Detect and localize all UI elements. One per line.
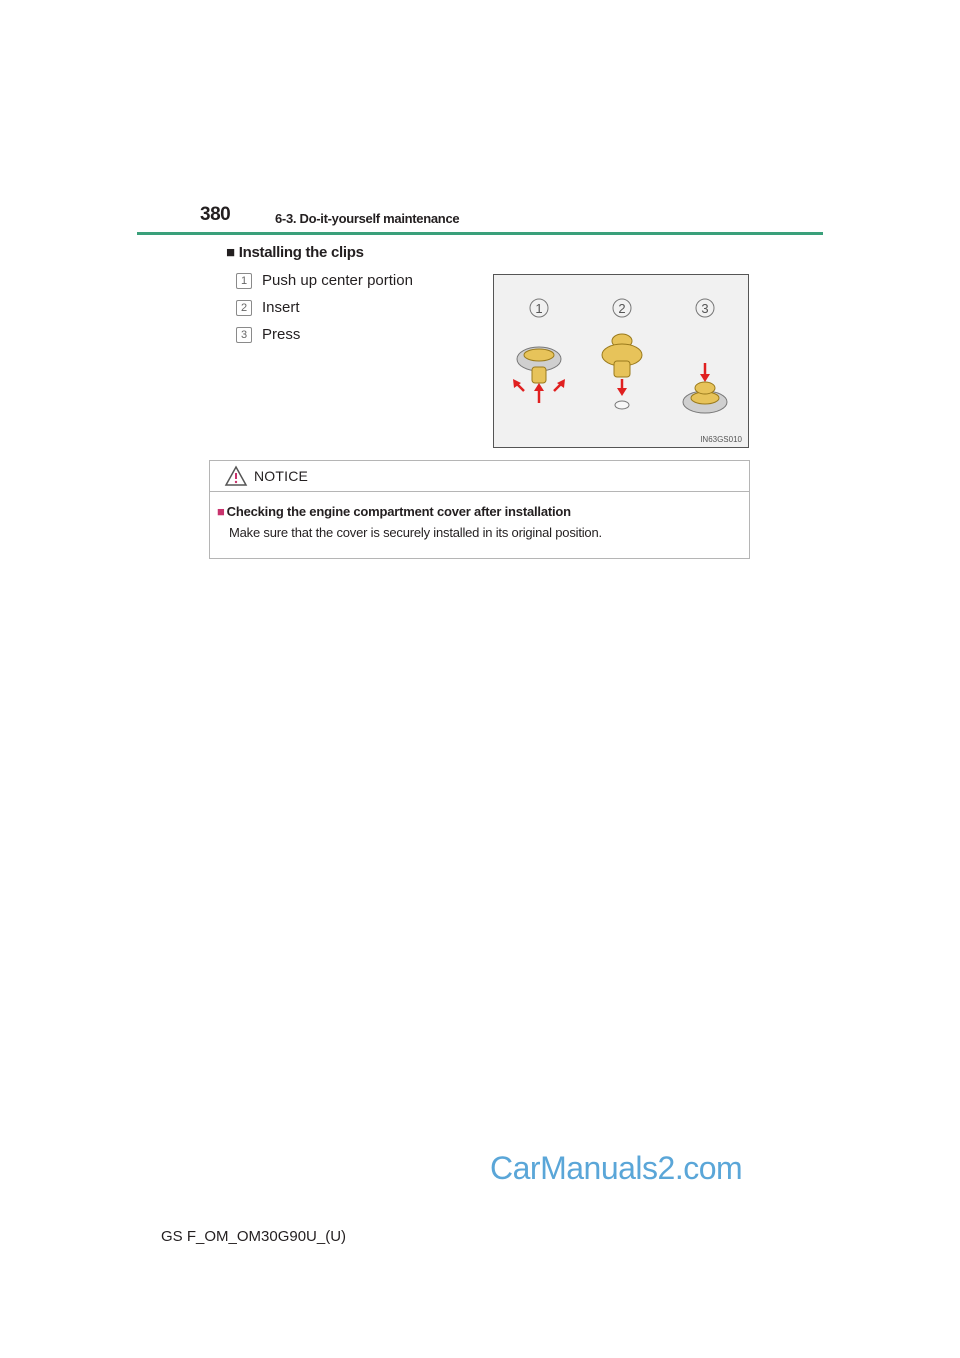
step-3	[236, 326, 300, 343]
clip-diagram	[494, 275, 748, 447]
notice-title: NOTICE	[254, 468, 309, 484]
step-2	[236, 299, 300, 316]
step-number: 1	[236, 273, 252, 289]
notice-box	[209, 460, 750, 559]
subheading-text: Installing the clips	[238, 244, 364, 261]
subheading	[226, 244, 364, 261]
notice-subheading-text: Checking the engine compartment cover after installation	[226, 504, 571, 519]
section-title: 6-3. Do-it-yourself maintenance	[275, 211, 460, 226]
figure-label-2: 2	[618, 301, 626, 316]
notice-text: Make sure that the cover is securely installed in its original position.	[229, 525, 602, 540]
step-number: 3	[236, 327, 252, 343]
step-1	[236, 272, 413, 289]
clip-illustration	[493, 274, 749, 448]
step-text: Press	[262, 326, 301, 343]
warning-triangle-icon	[224, 465, 248, 487]
notice-body	[210, 492, 749, 540]
clip-3-icon	[683, 363, 727, 413]
page-number: 380	[200, 204, 231, 225]
step-text: Insert	[262, 299, 300, 316]
figure-code: IN63GS010	[700, 435, 742, 444]
document-id: GS F_OM_OM30G90U_(U)	[161, 1228, 347, 1245]
clip-1-icon	[513, 347, 565, 403]
figure-label-1: 1	[535, 301, 543, 316]
step-text: Push up center portion	[262, 272, 413, 289]
watermark-logo: CarManuals2.com	[490, 1150, 743, 1186]
step-number: 2	[236, 300, 252, 316]
clip-2-icon	[602, 334, 642, 409]
header-rule	[137, 232, 823, 235]
notice-subheading	[217, 504, 749, 519]
square-bullet-icon: ■	[226, 244, 235, 261]
notice-header	[210, 461, 749, 492]
square-bullet-icon: ■	[217, 504, 225, 519]
figure-label-3: 3	[701, 301, 709, 316]
